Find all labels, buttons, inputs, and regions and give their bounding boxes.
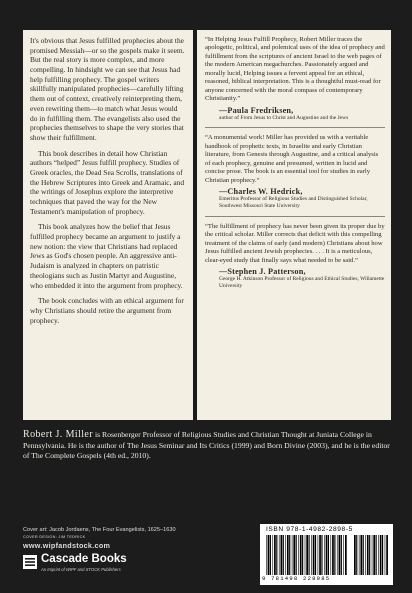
endorsement-author: —Stephen J. Patterson,: [219, 266, 306, 276]
barcode-bars-addon: [354, 535, 388, 575]
isbn-number: ISBN 978-1-4982-2898-5: [266, 526, 353, 533]
description-paragraph-4: The book concludes with an ethical argument for why Christians should retire the argument from prophecy.: [30, 296, 184, 325]
endorsement-hedrick: [205, 134, 385, 209]
cover-footer: [23, 527, 393, 587]
publisher-name: Cascade Books: [41, 553, 127, 565]
endorsement-affiliation: author of From Jesus to Christ and Augustine and the Jews: [219, 114, 349, 121]
barcode-digits: 9 781498 228985: [262, 575, 331, 582]
endorsement-affiliation: George H. Atkinson Professor of Religious and Ethical Studies, Willamette University: [219, 275, 385, 289]
isbn-barcode: [260, 524, 393, 585]
endorsement-divider: [205, 127, 385, 128]
endorsement-quote: “A monumental work! Miller has provided us with a veritable handbook of prophetic texts, in Israelite and early Christian literature, from Genesis through Augustine, and a critical analysis of each prophecy, genuine and presumed, written in lucid and concise prose. The book is an essential tool for studies in early Christian prophecy.”: [205, 134, 379, 184]
description-panel: [23, 30, 193, 420]
endorsement-quote: “In Helping Jesus Fulfill Prophecy, Robert Miller traces the apologetic, political, and polemical uses of the idea of prophecy and fulfillment from the scriptures of ancient Israel to the web pages of the modern American megachurches. Passionately argued and morally lucid, Helping issues a fervent appeal for an ethical, reasoned, biblical interpretation. This is a thoughtful must-read for anyone concerned with the moral compass of contemporary Christianity.”: [205, 36, 385, 103]
author-name: Robert J. Miller: [23, 429, 94, 440]
description-paragraph-3: This book analyzes how the belief that Jesus fulfilled prophecy became an argument to justify a new notion: the view that Christians had replaced Jews as God's chosen people. An aggressive anti-Judaism is analyzed in chapters on patristic theologians such as Justin Martyr and Augustine, who embedded it into the argument from prophecy.: [30, 222, 183, 290]
description-paragraph-2: This book describes in detail how Christian authors “helped” Jesus fulfill prophecy. Studies of Greek oracles, the Dead Sea Scrolls, translations of the Hebrew Scriptures into Greek and Aramaic, and the writings of Josephus explore the interpretive techniques that paved the way for the New Testament's manipulation of prophecy.: [30, 148, 185, 216]
barcode-bars-main: [266, 535, 348, 575]
endorsement-author: —Paula Fredriksen,: [219, 105, 294, 115]
publisher-logo: [23, 553, 158, 575]
publisher-subtitle: An Imprint of WIPF and STOCK Publishers: [41, 567, 121, 572]
endorsement-author: —Charles W. Hedrick,: [219, 187, 303, 196]
endorsement-fredriksen: [205, 36, 385, 121]
author-bio: [23, 428, 393, 462]
cascade-books-logo-icon: [23, 555, 37, 569]
endorsement-quote: “The fulfillment of prophecy has never been given its proper due by the critical scholar. Miller corrects that deficit with this compelling treatment of the claims of early (and modern) Christians about how Jesus fulfilled ancient Jewish prophecies. . . . It is a meticulous, clear-eyed study that finally says what needed to be said.”: [205, 222, 385, 264]
endorsements-panel: [197, 30, 391, 420]
endorsement-divider: [205, 216, 385, 217]
cover-design-credit: COVER DESIGN: JIM TEDRICK: [23, 535, 86, 539]
endorsement-patterson: [205, 223, 385, 290]
cover-art-credit: Cover art: Jacob Jordaens, The Four Evangelists, 1625–1630: [23, 527, 176, 533]
endorsement-affiliation: Emeritus Professor of Religious Studies and Distinguished Scholar, Southwest Missouri State University: [219, 196, 368, 209]
publisher-website[interactable]: www.wipfandstock.com: [23, 541, 111, 550]
description-paragraph-1: It's obvious that Jesus fulfilled prophecies about the promised Messiah—or so the gospels make it seem. But the real story is more complex, and more compelling. In hindsight we can see that Jesus had help fulfilling prophecy. The gospel writers skillfully manipulated prophecies—carefully lifting them out of context, creatively reinterpreting them, even rewriting them—to match what Jesus would do in fulfilling them. The evangelists also used the prophecies themselves to shape the very stories that show their fulfillment.: [30, 36, 185, 142]
author-bio-text: is Rosenberger Professor of Religious Studies and Christian Thought at Juniata College in Pennsylvania. He is the author of The Jesus Seminar and Its Critics (1999) and Born Divine (2003), and he is the editor of The Complete Gospels (4th ed., 2010).: [23, 430, 390, 461]
